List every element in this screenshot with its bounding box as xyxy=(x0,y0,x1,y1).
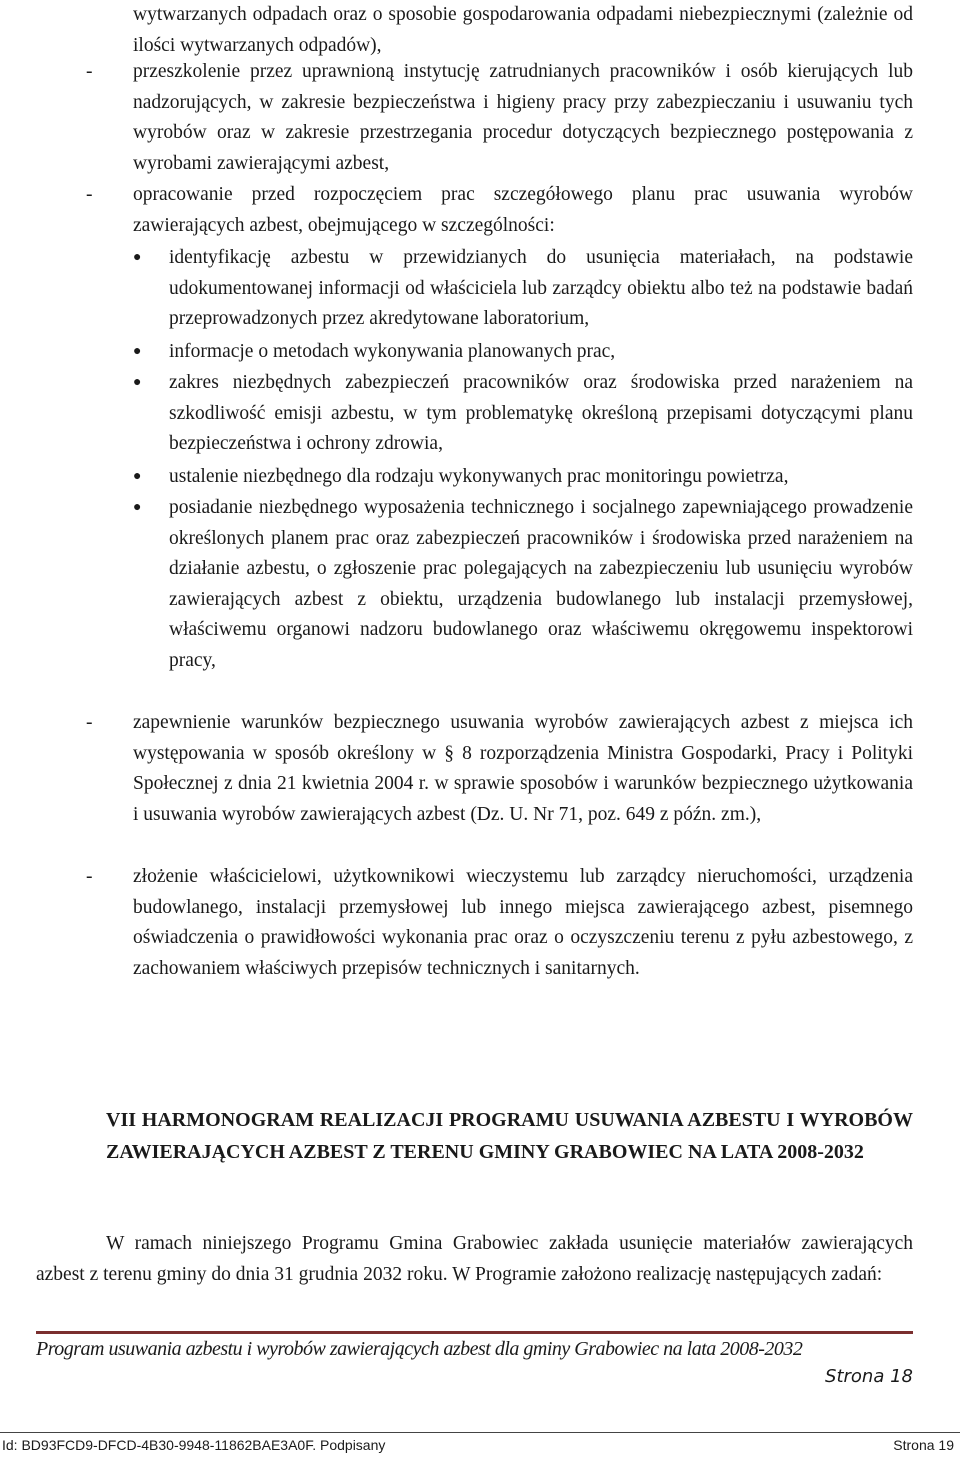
bullet-item xyxy=(133,493,913,676)
page-number: Strona 18 xyxy=(825,1366,913,1387)
list-item xyxy=(86,708,913,830)
list-item-text: złożenie właścicielowi, użytkownikowi wieczystemu lub zarządcy nieruchomości, urządzenia budowlanego, instalacji przemysłowej lub innego miejsca zawierającego azbest, pisemnego oświadczenia o prawidłowości wykonania prac oraz o oczyszczeniu terenu z pyłu azbestowego, z zachowaniem właściwych przepisów technicznych i sanitarnych. xyxy=(133,866,913,979)
bottom-divider xyxy=(0,1432,960,1433)
bullet-item-text: zakres niezbędnych zabezpieczeń pracowników oraz środowiska przed narażeniem na szkodliwość emisji azbestu, w tym problematykę określoną przepisami dotyczącymi planu bezpieczeństwa i ochrony zdrowia, xyxy=(169,372,913,454)
bullet-item-text: identyfikację azbestu w przewidzianych do usunięcia materiałach, na podstawie udokumentowanej informacji od właściciela lub zarządcy obiektu albo też na podstawie badań przeprowadzonych przez akredytowane laboratorium, xyxy=(169,247,913,329)
bullet-icon: ● xyxy=(133,500,142,515)
section-heading-text: VII HARMONOGRAM REALIZACJI PROGRAMU USUWANIA AZBESTU I WYROBÓW ZAWIERAJĄCYCH AZBEST Z TERENU GMINY GRABOWIEC NA LATA 2008-2032 xyxy=(106,1109,913,1163)
section-intro: W ramach niniejszego Programu Gmina Grabowiec zakłada usunięcie materiałów zawierających azbest z terenu gminy do dnia 31 grudnia 2032 roku. W Programie założono realizację następujących zadań: xyxy=(36,1233,913,1285)
list-item xyxy=(86,180,913,241)
continuation-paragraph: wytwarzanych odpadach oraz o sposobie gospodarowania odpadami niebezpiecznymi (zależnie od ilości wytwarzanych odpadów), xyxy=(133,4,913,56)
list-item-text: zapewnienie warunków bezpiecznego usuwania wyrobów zawierających azbest z miejsca ich występowania w sposób określony w § 8 rozporządzenia Ministra Gospodarki, Pracy i Polityki Społecznej z dnia 21 kwietnia 2004 r. w sprawie sposobów i warunków bezpiecznego użytkowania i usuwania wyrobów zawierających azbest (Dz. U. Nr 71, poz. 649 z późn. zm.), xyxy=(133,712,913,825)
bullet-item-text: posiadanie niezbędnego wyposażenia technicznego i socjalnego zapewniającego prowadzenie określonych planem prac oraz zabezpieczeń pracowników i środowiska przed narażeniem na działanie azbestu, o zgłoszenie prac polegających na zabezpieczeniu lub usunięciu wyrobów zawierających azbest z obiektu, urządzenia budowlanego lub instalacji przemysłowej, właściwemu organowi nadzoru budowlanego oraz właściwemu okręgowemu inspektorowi pracy, xyxy=(169,497,913,671)
footer-title: Program usuwania azbestu i wyrobów zawierających azbest dla gminy Grabowiec na lata 2008-2032 xyxy=(36,1338,803,1360)
dash-marker: - xyxy=(86,712,93,733)
bullet-item-text: ustalenie niezbędnego dla rodzaju wykonywanych prac monitoringu powietrza, xyxy=(169,466,789,487)
dash-marker: - xyxy=(86,866,93,887)
document-id: Id: BD93FCD9-DFCD-4B30-9948-11862BAE3A0F. Podpisany xyxy=(2,1437,386,1453)
bullet-item xyxy=(133,243,913,335)
bullet-item-text: informacje o metodach wykonywania planowanych prac, xyxy=(169,341,616,362)
bullet-item xyxy=(133,462,913,493)
list-item xyxy=(86,57,913,179)
bullet-item xyxy=(133,337,913,368)
bullet-icon: ● xyxy=(133,344,142,359)
list-item-text: opracowanie przed rozpoczęciem prac szczegółowego planu prac usuwania wyrobów zawierających azbest, obejmującego w szczególności: xyxy=(133,184,913,236)
bullet-icon: ● xyxy=(133,250,142,265)
dash-marker: - xyxy=(86,61,93,82)
bullet-item xyxy=(133,368,913,460)
bullet-icon: ● xyxy=(133,469,142,484)
bullet-icon: ● xyxy=(133,375,142,390)
dash-marker: - xyxy=(86,184,93,205)
list-item-text: przeszkolenie przez uprawnioną instytucję zatrudnianych pracowników i osób kierujących lub nadzorujących, w zakresie bezpieczeństwa i higieny pracy przy zabezpieczaniu i usuwaniu tych wyrobów oraz w zakresie przestrzegania procedur dotyczących bezpiecznego postępowania z wyrobami zawierającymi azbest, xyxy=(133,61,913,174)
viewer-page-number: Strona 19 xyxy=(893,1437,954,1453)
list-item xyxy=(86,862,913,984)
section-heading xyxy=(36,1104,913,1168)
